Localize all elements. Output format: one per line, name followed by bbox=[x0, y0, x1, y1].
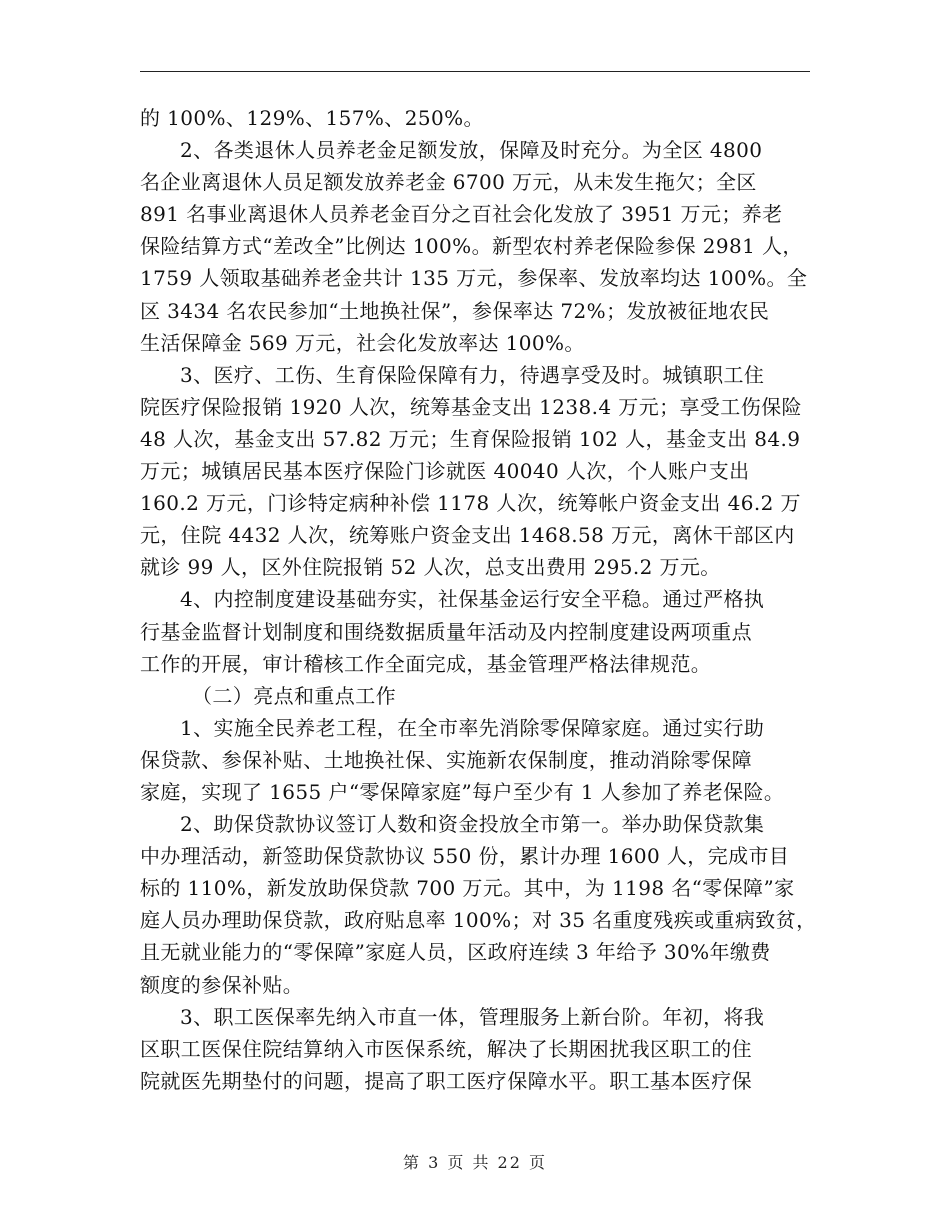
text-line: 行基金监督计划制度和围绕数据质量年活动及内控制度建设两项重点 bbox=[140, 619, 752, 644]
text-line: 保险结算方式“差改全”比例达 100%。新型农村养老保险参保 2981 人， bbox=[140, 234, 803, 259]
text-line: 万元；城镇居民基本医疗保险门诊就医 40040 人次，个人账户支出 bbox=[140, 459, 750, 484]
text-line: 家庭，实现了 1655 户“零保障家庭”每户至少有 1 人参加了养老保险。 bbox=[140, 779, 785, 804]
text-line: 且无就业能力的“零保障”家庭人员，区政府连续 3 年给予 30%年缴费 bbox=[140, 940, 771, 965]
document-body bbox=[140, 102, 817, 1097]
text-line: 4、内控制度建设基础夯实，社保基金运行安全平稳。通过严格执 bbox=[180, 587, 765, 612]
text-line: 保贷款、参保补贴、土地换社保、实施新农保制度，推动消除零保障 bbox=[140, 747, 752, 772]
text-line: 院医疗保险报销 1920 人次，统筹基金支出 1238.4 万元；享受工伤保险 bbox=[140, 394, 802, 419]
text-line: 名企业离退休人员足额发放养老金 6700 万元，从未发生拖欠；全区 bbox=[140, 170, 757, 195]
text-line: 中办理活动，新签助保贷款协议 550 份，累计办理 1600 人，完成市目 bbox=[140, 844, 790, 869]
text-line: 891 名事业离退休人员养老金百分之百社会化发放了 3951 万元；养老 bbox=[140, 202, 783, 227]
text-line: 就诊 99 人，区外住院报销 52 人次，总支出费用 295.2 万元。 bbox=[140, 555, 721, 580]
text-line: 院就医先期垫付的问题，提高了职工医疗保障水平。职工基本医疗保 bbox=[140, 1068, 752, 1093]
text-line: 标的 110%，新发放助保贷款 700 万元。其中，为 1198 名“零保障”家 bbox=[140, 876, 795, 901]
text-line: 160.2 万元，门诊特定病种补偿 1178 人次，统筹帐户资金支出 46.2 万 bbox=[140, 491, 801, 516]
text-line: 1759 人领取基础养老金共计 135 万元，参保率、发放率均达 100%。全 bbox=[140, 266, 808, 291]
text-line: 3、医疗、工伤、生育保险保障有力，待遇享受及时。城镇职工住 bbox=[180, 362, 765, 387]
text-line: （二）亮点和重点工作 bbox=[192, 683, 396, 708]
text-line: 生活保障金 569 万元，社会化发放率达 100%。 bbox=[140, 330, 585, 355]
text-line: 2、助保贷款协议签订人数和资金投放全市第一。举办助保贷款集 bbox=[180, 812, 765, 837]
header-rule bbox=[140, 71, 810, 72]
text-line: 区 3434 名农民参加“土地换社保”，参保率达 72%；发放被征地农民 bbox=[140, 298, 770, 323]
text-line: 的 100%、129%、157%、250%。 bbox=[140, 106, 484, 130]
text-line: 1、实施全民养老工程，在全市率先消除零保障家庭。通过实行助 bbox=[180, 715, 765, 740]
text-line: 工作的开展，审计稽核工作全面完成，基金管理严格法律规范。 bbox=[140, 651, 712, 676]
text-line: 48 人次，基金支出 57.82 万元；生育保险报销 102 人，基金支出 84.9 bbox=[140, 426, 801, 451]
page-number: 第 3 页 共 22 页 bbox=[403, 1153, 547, 1172]
text-line: 庭人员办理助保贷款，政府贴息率 100%；对 35 名重度残疾或重病致贫， bbox=[140, 908, 817, 933]
text-line: 区职工医保住院结算纳入市医保系统，解决了长期困扰我区职工的住 bbox=[140, 1036, 752, 1061]
text-line: 元，住院 4432 人次，统筹账户资金支出 1468.58 万元，离休干部区内 bbox=[140, 523, 795, 548]
text-line: 额度的参保补贴。 bbox=[140, 972, 304, 997]
text-line: 3、职工医保率先纳入市直一体，管理服务上新台阶。年初，将我 bbox=[180, 1004, 765, 1029]
text-line: 2、各类退休人员养老金足额发放，保障及时充分。为全区 4800 bbox=[180, 138, 763, 163]
